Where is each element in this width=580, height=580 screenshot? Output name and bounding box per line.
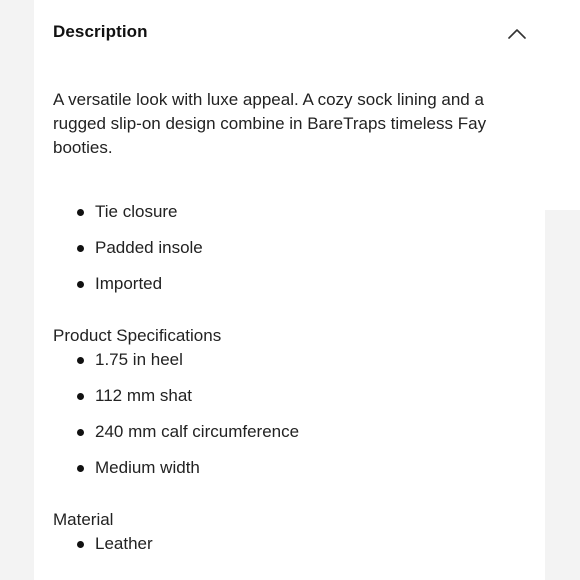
list-item: Imported bbox=[75, 272, 203, 308]
specifications-heading: Product Specifications bbox=[53, 326, 222, 345]
material-list bbox=[75, 532, 153, 568]
feature-list bbox=[75, 200, 203, 308]
list-item: 1.75 in heel bbox=[75, 348, 299, 384]
description-title: Description bbox=[53, 22, 148, 41]
specifications-list bbox=[75, 348, 299, 492]
list-item: Tie closure bbox=[75, 200, 203, 236]
chevron-up-icon[interactable] bbox=[507, 26, 527, 40]
list-item: 240 mm calf circumference bbox=[75, 420, 299, 456]
description-panel bbox=[34, 0, 545, 580]
description-text: A versatile look with luxe appeal. A cozy sock lining and a rugged slip-on design combine in BareTraps timeless Fay booties. bbox=[53, 90, 487, 157]
list-item: Padded insole bbox=[75, 236, 203, 272]
list-item: Medium width bbox=[75, 456, 299, 492]
list-item: 112 mm shat bbox=[75, 384, 299, 420]
list-item: Leather bbox=[75, 532, 153, 568]
background-card-edge bbox=[545, 0, 580, 210]
material-heading: Material bbox=[53, 510, 114, 529]
description-accordion-header[interactable] bbox=[34, 0, 545, 68]
